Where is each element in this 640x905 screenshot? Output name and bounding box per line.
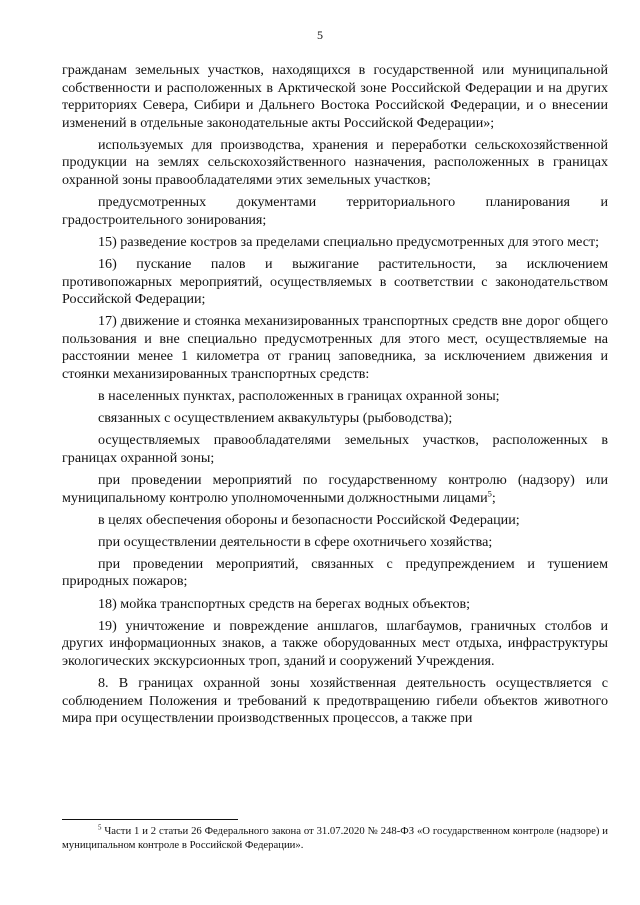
paragraph-text: при проведении мероприятий по государственному контролю (надзору) или муниципальному контролю уполномоченными должностными лицами [62,471,608,506]
paragraph: при осуществлении деятельности в сфере охотничьего хозяйства; [98,533,493,550]
footnote-text: Части 1 и 2 статьи 26 Федерального закона от 31.07.2020 № 248-ФЗ «О государственном контроле (надзоре) и муниципальном контроле в Российской Федерации». [62,825,608,851]
paragraph: в населенных пунктах, расположенных в границах охранной зоны; [98,388,500,405]
paragraph: используемых для производства, хранения и переработки сельскохозяйственной продукции на землях сельскохозяйственного назначения, расположенных в границах охранной зоны правообладателями этих земельных участков; [62,136,608,189]
paragraph: при проведении мероприятий, связанных с предупреждением и тушением природных пожаров; [62,555,608,590]
body-text [62,62,608,732]
footnote-reference[interactable]: 5 [487,487,492,498]
paragraph: в целях обеспечения обороны и безопасности Российской Федерации; [98,511,520,528]
paragraph: 17) движение и стоянка механизированных транспортных средств вне дорог общего пользования и вне специально предусмотренных для этого мест, осуществляемые на расстоянии менее 1 километра от границ заповедника, за исключением движения и стоянки механизированных транспортных средств: [62,313,608,382]
paragraph: 19) уничтожение и повреждение аншлагов, шлагбаумов, граничных столбов и других информационных знаков, а также оборудованных мест отдыха, инфраструктуры экологических экскурсионных троп, зданий и сооружений Учреждения. [62,617,608,669]
paragraph-with-footnote [62,472,608,507]
paragraph: гражданам земельных участков, находящихся в государственной или муниципальной собственности и расположенных в Арктической зоне Российской Федерации и на других территориях Севера, Сибири и Дальнего Востока Российской Федерации, и о внесении изменений в отдельные законодательные акты Российской Федерации»; [62,62,608,131]
paragraph: 18) мойка транспортных средств на берегах водных объектов; [98,595,471,612]
paragraph: связанных с осуществлением аквакультуры (рыбоводства); [98,410,453,427]
footnote [62,824,608,852]
paragraph: 16) пускание палов и выжигание растительности, за исключением противопожарных мероприятий, осуществляемых в соответствии с законодательством Российской Федерации; [62,255,608,308]
paragraph: 8. В границах охранной зоны хозяйственная деятельность осуществляется с соблюдением Положения и требований к предотвращению гибели объектов животного мира при осуществлении производственных процессов, а также при [62,674,608,727]
paragraph: 15) разведение костров за пределами специально предусмотренных для этого мест; [98,233,600,250]
page-number: 5 [317,28,323,42]
paragraph-suffix: ; [491,489,496,506]
footnote-mark: 5 [98,823,102,832]
paragraph: осуществляемых правообладателями земельных участков, расположенных в границах охранной зоны; [62,432,608,466]
paragraph: предусмотренных документами территориального планирования и градостроительного зонирования; [62,194,608,228]
footnote-divider [62,819,238,820]
